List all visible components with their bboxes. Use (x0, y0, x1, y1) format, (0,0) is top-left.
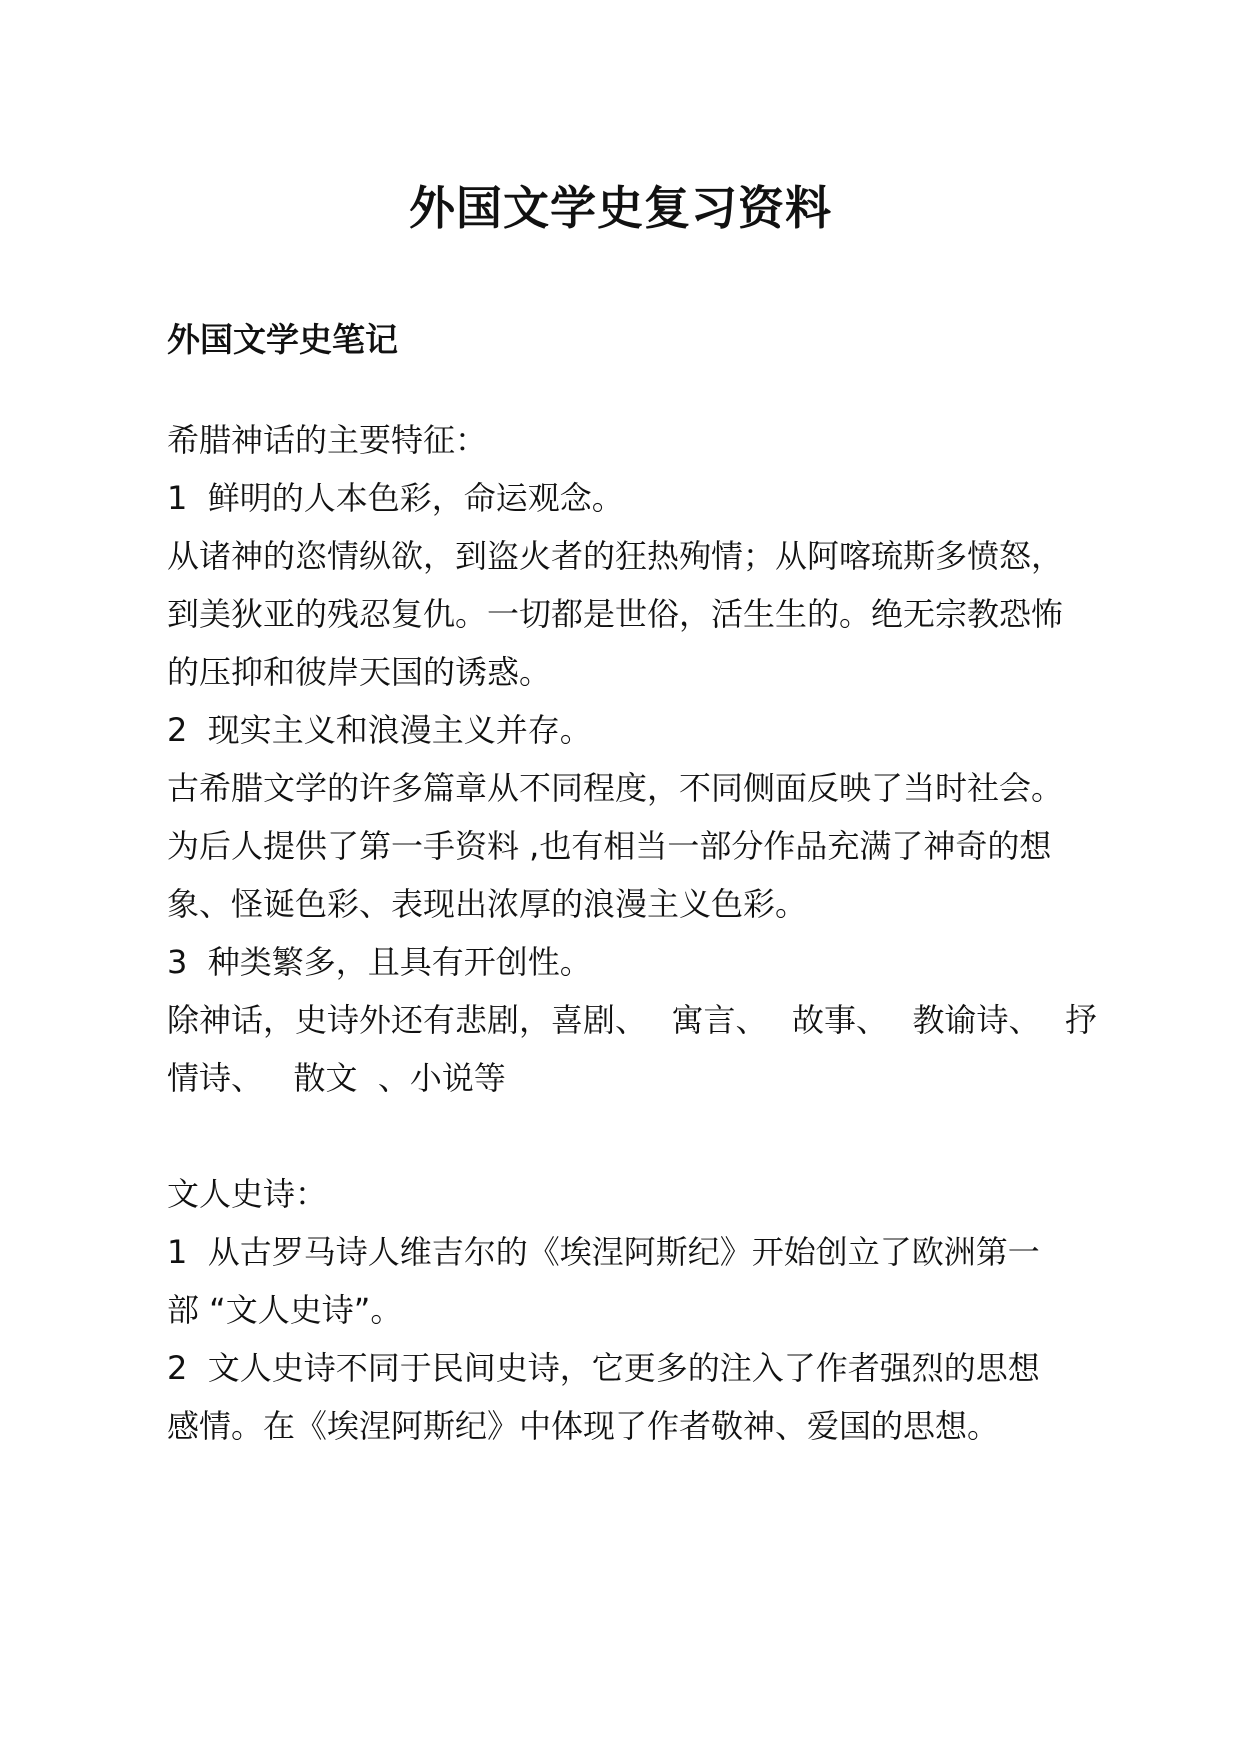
genre-list-part: 教谕诗、 (912, 1001, 1041, 1039)
section1-point3: 3 种类繁多，且具有开创性。 (167, 943, 592, 981)
section1-label: 希腊神话的主要特征： (167, 421, 488, 459)
genre-list-part: 故事、 (791, 1001, 888, 1039)
section1-paragraph1-line3: 的压抑和彼岸天国的诱惑。 (167, 653, 552, 691)
section1-paragraph2-line2: 为后人提供了第一手资料 ,也有相当一部分作品充满了神奇的想 (167, 827, 1052, 865)
section1-paragraph1-line2: 到美狄亚的残忍复仇。一切都是世俗，活生生的。绝无宗教恐怖 (167, 595, 1064, 633)
section1-point1: 1 鲜明的人本色彩，命运观念。 (167, 479, 624, 517)
section2-label: 文人史诗： (167, 1175, 328, 1213)
section1-paragraph2-line3: 象、怪诞色彩、表现出浓厚的浪漫主义色彩。 (167, 885, 808, 923)
section-heading: 外国文学史笔记 (167, 320, 398, 359)
section1-paragraph3-line2: 情诗、 散文 、小说等 (167, 1059, 506, 1097)
section2-point2-line2: 感情。在《埃涅阿斯纪》中体现了作者敬神、爱国的思想。 (167, 1407, 1000, 1445)
section2-point2-line1: 2 文人史诗不同于民间史诗，它更多的注入了作者强烈的思想 (167, 1349, 1040, 1387)
section1-paragraph2-line1: 古希腊文学的许多篇章从不同程度，不同侧面反映了当时社会。 (167, 769, 1064, 807)
section1-paragraph1-line1: 从诸神的恣情纵欲，到盗火者的狂热殉情；从阿喀琉斯多愤怒， (167, 537, 1064, 575)
document-title: 外国文学史复习资料 (409, 181, 832, 235)
genre-list-part: 寓言、 (671, 1001, 768, 1039)
section2-point1-line1: 1 从古罗马诗人维吉尔的《埃涅阿斯纪》开始创立了欧洲第一 (167, 1233, 1040, 1271)
genre-list-part: 抒 (1064, 1001, 1097, 1039)
section1-paragraph3-line1 (167, 998, 1097, 1042)
genre-list-part: 除神话，史诗外还有悲剧，喜剧、 (167, 1001, 648, 1039)
section2-point1-line2: 部 “文人史诗”。 (167, 1291, 403, 1329)
section1-point2: 2 现实主义和浪漫主义并存。 (167, 711, 592, 749)
